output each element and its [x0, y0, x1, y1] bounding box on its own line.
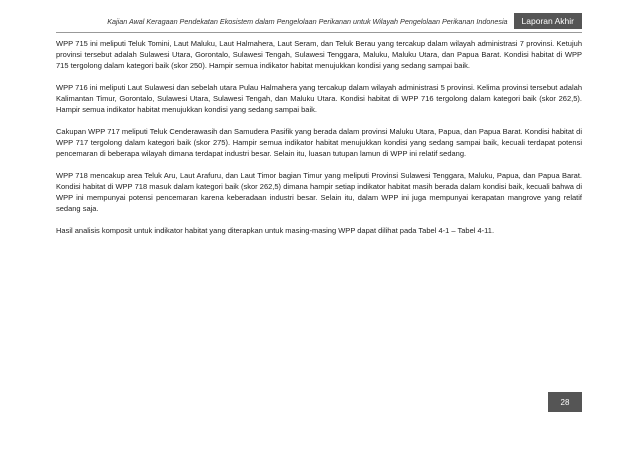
header-divider [56, 32, 582, 33]
report-type-badge: Laporan Akhir [514, 13, 582, 29]
paragraph-wpp-718: WPP 718 mencakup area Teluk Aru, Laut Arafuru, dan Laut Timor bagian Timur yang meliputi Provinsi Sulawesi Tenggara, Maluku, Papua, dan Papua Barat. Kondisi habitat di WPP 718 masuk dalam kategori baik (skor 262,5) dimana hampir setiap indikator habitat masih berada dalam kondisi baik, kecuali bahwa di WPP ini mempunyai potensi pencemaran karena keberadaan industri besar. Selain itu, dalam WPP ini juga mempunyai kerapatan mangrove yang relatif sedang saja. [56, 171, 582, 213]
paragraph-wpp-716: WPP 716 ini meliputi Laut Sulawesi dan sebelah utara Pulau Halmahera yang tercakup dalam wilayah administrasi 5 provinsi. Kelima provinsi tersebut adalah Kalimantan Timur, Gorontalo, Sulawesi Utara, Sulawesi Tengah, dan Maluku Utara. Kondisi habitat di WPP 716 tergolong dalam kategori baik (skor 262,5). Hampir semua indikator habitat menujukkan kondisi yang sedang sampai baik. [56, 83, 582, 114]
paragraph-wpp-717: Cakupan WPP 717 meliputi Teluk Cenderawasih dan Samudera Pasifik yang berada dalam provinsi Maluku Utara, Papua, dan Papua Barat. Kondisi habitat di WPP 717 tergolong dalam kategori baik (skor 275). Hampir semua indikator habitat menujukkan kondisi yang sedang sampai baik, kecuali terdapat potensi pencemaran di beberapa wilayah dimana terdapat industri besar. Selain itu, luasan tutupan lamun di WPP ini relatif sedang. [56, 127, 582, 158]
paragraph-summary: Hasil analisis komposit untuk indikator habitat yang diterapkan untuk masing-masing WPP dapat dilihat pada Tabel 4-1 – Tabel 4-11. [56, 226, 495, 235]
page-number: 28 [548, 392, 582, 412]
paragraph-wpp-715: WPP 715 ini meliputi Teluk Tomini, Laut Maluku, Laut Halmahera, Laut Seram, dan Teluk Berau yang tercakup dalam wilayah administrasi 7 provinsi. Ketujuh provinsi tersebut adalah Sulawesi Utara, Gorontalo, Sulawesi Tengah, Sulawesi Tenggara, Maluku, Maluku Utara, dan Papua Barat. Kondisi habitat di WPP 715 tergolong dalam kategori baik (skor 250). Hampir semua indikator habitat menujukkan kondisi yang sedang sampai baik. [56, 39, 582, 70]
page-header [56, 12, 582, 30]
document-body [56, 38, 582, 247]
report-title: Kajian Awal Keragaan Pendekatan Ekosistem dalam Pengelolaan Perikanan untuk Wilayah Pengelolaan Perikanan Indonesia [107, 16, 508, 26]
